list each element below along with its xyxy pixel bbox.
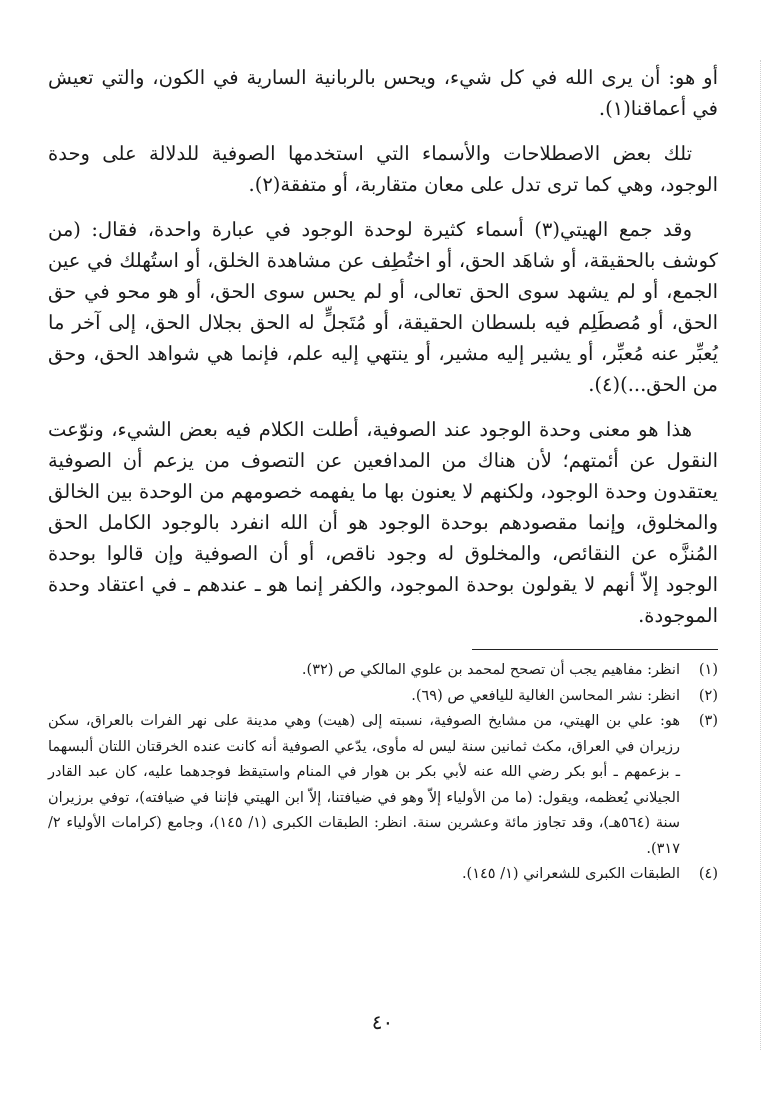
footnote [48, 709, 718, 862]
body-paragraph: تلك بعض الاصطلاحات والأسماء التي استخدمها الصوفية للدلالة على وحدة الوجود، وهي كما ترى تدل على معان متقاربة، أو متفقة(٢). [48, 142, 718, 196]
footnote-text: انظر: نشر المحاسن الغالية لليافعي ص (٦٩). [411, 687, 680, 704]
body-paragraph: هذا هو معنى وحدة الوجود عند الصوفية، أطلت الكلام فيه بعض الشيء، ونوّعت النقول عن أئمتهم؛ لأن هناك من المدافعين عن التصوف من يزعم أن الصوفية يعتقدون وحدة الوجود، ولكنهم لا يعنون بها ما يفهمه خصومهم من الوحدة بين الخالق والمخلوق، وإنما مقصودهم بوحدة الوجود هو أن الله انفرد بالوجود الكامل الحق المُنزَّه عن النقائص، والمخلوق له وجود ناقص، أو أن الصوفية وإن قالوا بوحدة الوجود إلاّ أنهم لا يقولون بوحدة الموجود، والكفر إنما هو ـ عندهم ـ في اعتقاد وحدة الموجودة. [48, 418, 718, 627]
footnote-text: انظر: مفاهيم يجب أن تصحح لمحمد بن علوي المالكي ص (٣٢). [301, 662, 680, 678]
footnote-separator [472, 649, 718, 650]
margin-dotted-line [760, 60, 761, 1050]
footnote-text: هو: علي بن الهيتي، من مشايخ الصوفية، نسبته إلى (هيت) وهي مدينة على نهر الفرات بالعراق، سكن رزيران في العراق، مكث ثمانين سنة ليس له مأوى، يدّعي الصوفية أنه كانت عنده الخرقتان اللتان ألبسهما ـ بزعمهم ـ أبو بكر رضي الله عنه لأبي بكر بن هوار في المنام واستيقظ فوجدهما عليه، كان عبد القادر الجيلاني يُعظمه، ويقول: (ما من الأولياء إلاّ وهو في ضيافتنا، إلاّ ابن الهيتي فإننا في ضيافته)، توفي برزيران سنة (٥٦٤هـ)، وقد تجاوز مائة وعشرين سنة. انظر: الطبقات الكبرى (١/ ١٤٥)، وجامع (كرامات الأولياء ٢/ ٣١٧). [48, 713, 680, 857]
footnote-number: (٢) [698, 687, 718, 704]
body-paragraph: أو هو: أن يرى الله في كل شيء، ويحس بالربانية السارية في الكون، والتي تعيش في أعماقنا(١). [48, 66, 718, 120]
footnote [48, 658, 718, 684]
footnote [48, 684, 718, 710]
footnote-number: (٣) [698, 713, 718, 729]
footnote-number: (٤) [698, 866, 718, 882]
footnote [48, 862, 718, 888]
footnote-text: الطبقات الكبرى للشعراني (١/ ١٤٥). [461, 866, 680, 882]
footnote-number: (١) [698, 662, 718, 678]
page-content [48, 62, 718, 888]
body-paragraph: وقد جمع الهيتي(٣) أسماء كثيرة لوحدة الوجود في عبارة واحدة، فقال: (من كوشف بالحقيقة، أو شاهَد الحق، أو اختُطِف عن مشاهدة الخلق، أو استُهلك في عين الجمع، أو لم يشهد سوى الحق تعالى، أو لم يحس سوى الحق، أو هو محو في حق الحق، أو مُصطَلِم فيه بلسطان الحقيقة، أو مُتَجلٍّ له الحق بجلال الحق، إلى آخر ما يُعبِّر عنه مُعبِّر، أو يشير إليه مشير، أو ينتهي إليه علم، فإنما هي شواهد الحق، وحق من الحق...)(٤). [48, 218, 718, 396]
page-number: ٤٠ [371, 1010, 394, 1034]
footnotes-list [48, 658, 718, 888]
